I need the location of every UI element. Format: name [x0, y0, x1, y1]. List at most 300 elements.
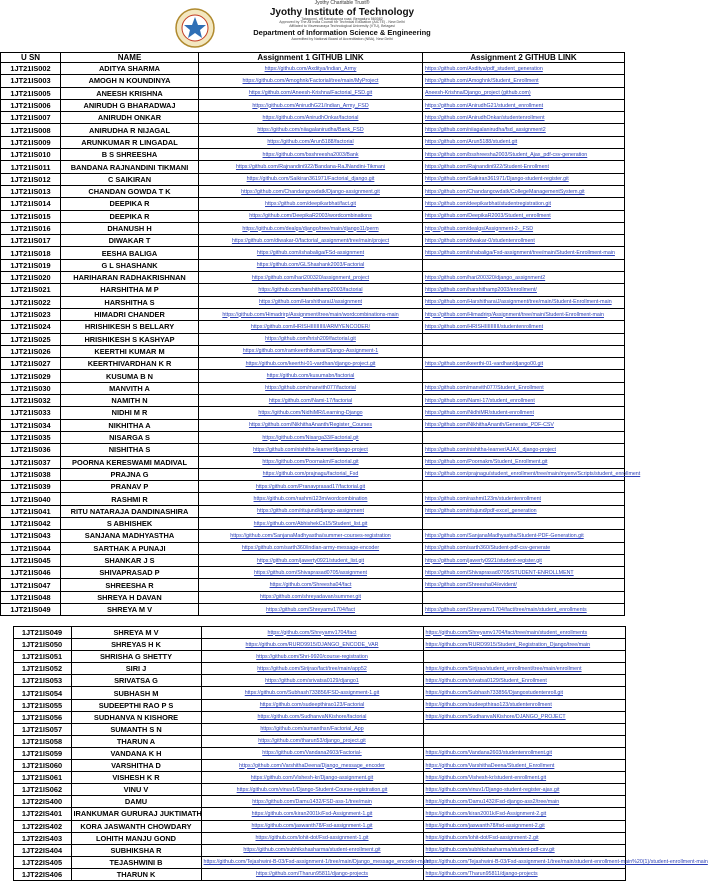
assignment-2-link[interactable]: https://github.com/ritujund/pdf-excel_generation [423, 505, 625, 517]
assignment-2-link[interactable]: https://github.com/vinuv1/Django-student-register-ajax.git [423, 784, 625, 796]
assignment-2-link[interactable]: https://github.com/sudeepthirao123/studentenrollment [423, 699, 625, 711]
assignment-1-link[interactable]: https://github.com/Tejashwini-B-03/Fsd-assignment-1/tree/main/Django_message_encoder-main [201, 856, 423, 868]
institute-address: Tatagunni, off Kanakapura road, Bengaluru 560082 [301, 16, 383, 21]
table-row [5, 820, 625, 832]
column-header-assignment-1: Assignment 1 GITHUB LINK [199, 53, 423, 63]
assignment-1-link[interactable]: https://github.com/dealgs/django/tree/main/django11/perm [199, 222, 423, 234]
name-cell: VISHESH K R [71, 772, 201, 784]
assignment-1-link[interactable]: https://github.com/keerthi-01-vardhan/django-project.git [199, 358, 423, 370]
table-row [1, 579, 625, 591]
row-marker [5, 820, 13, 832]
table-row [1, 505, 625, 517]
assignment-2-link [423, 723, 625, 735]
name-cell: HRISHIKESH S KASHYAP [61, 333, 199, 345]
name-cell: TEJASHWINI B [71, 856, 201, 868]
usn-cell: 1JT21IS027 [1, 358, 61, 370]
assignment-1-link[interactable]: https://github.com/Saikiran361971/Factorial_django.git [199, 173, 423, 185]
name-cell: ANIRUDHA R NIJAGAL [61, 124, 199, 136]
row-marker [5, 844, 13, 856]
assignment-2-link[interactable]: https://github.com/subhikshasharma/student-pdf-csv.git [423, 844, 625, 856]
assignment-1-link[interactable]: https://github.com/jaswanth78/Fsd-assignment-1.git [201, 820, 423, 832]
name-cell: B S SHREESHA [61, 149, 199, 161]
table-row [1, 296, 625, 308]
usn-cell: 1JT21IS058 [13, 735, 71, 747]
assignment-1-link[interactable]: https://github.com/Aneesh-Krishna/Factorial_FSD.git [199, 87, 423, 99]
assignment-1-link[interactable]: https://github.com/Shri-9920/course-registration [201, 651, 423, 663]
assignment-1-link[interactable]: https://github.com/vinuv1/Django-Student-Course-registration.git [201, 784, 423, 796]
name-cell: SHREESHA R [61, 579, 199, 591]
usn-cell: 1JT21IS003 [1, 75, 61, 87]
usn-cell: 1JT22IS401 [13, 808, 71, 820]
assignment-2-link [423, 431, 625, 443]
assignment-1-link[interactable]: https://github.com/jawerty0921/student_list.git [199, 554, 423, 566]
table-row [1, 112, 625, 124]
usn-cell: 1JT21IS020 [1, 272, 61, 284]
usn-cell: 1JT21IS054 [13, 687, 71, 699]
usn-cell: 1JT21IS042 [1, 517, 61, 529]
assignment-1-link[interactable]: https://github.com/ritujund/django-assignment [199, 505, 423, 517]
assignment-1-link[interactable]: https://github.com/Vishesh-kr/Django-assignment.git [201, 772, 423, 784]
name-cell: NIDHI M R [61, 407, 199, 419]
assignment-2-link [423, 259, 625, 271]
table-row [1, 210, 625, 222]
table-row [1, 431, 625, 443]
assignment-1-link[interactable]: https://github.com/prajnagu/factorial_Fsd [199, 468, 423, 480]
name-cell: SHRISHA G SHETTY [71, 651, 201, 663]
usn-cell: 1JT21IS060 [13, 760, 71, 772]
table-row [1, 370, 625, 382]
usn-cell: 1JT21IS012 [1, 173, 61, 185]
assignment-1-link[interactable]: https://github.com/tharun53/django_project.git [201, 735, 423, 747]
table-header-row [1, 53, 625, 63]
assignment-1-link[interactable]: https://github.com/Nisarga33/Factorial.git [199, 431, 423, 443]
assignment-2-link[interactable]: https://github.com/AnirudhG21/student_enrollment [423, 99, 625, 111]
usn-cell: 1JT21IS022 [1, 296, 61, 308]
name-cell: PRAJNA G [61, 468, 199, 480]
usn-cell: 1JT21IS039 [1, 481, 61, 493]
assignment-2-link[interactable]: https://github.com/Shreyamv1704/fact/tree/main/student_enrollments [423, 627, 625, 639]
row-marker [5, 723, 13, 735]
name-cell: SHREYA M V [61, 604, 199, 616]
table-row [5, 699, 625, 711]
assignment-2-link[interactable]: https://github.com/Shreesha04/evident/ [423, 579, 625, 591]
row-marker [5, 663, 13, 675]
assignment-2-link[interactable]: https://github.com/kiran2001k/Fsd-Assignment-2.git [423, 808, 625, 820]
assignment-2-link[interactable]: https://github.com/hari200320/django_assignment2 [423, 272, 625, 284]
assignment-1-link[interactable]: https://github.com/Himadrirp/Assignment/tree/main/wordcombinations-main [199, 308, 423, 320]
name-cell: SHREYAS H K [71, 639, 201, 651]
name-cell: S ABHISHEK [61, 517, 199, 529]
assignment-2-link[interactable]: https://github.com/Shivaprasad0705/STUDENT-ENROLLMENT [423, 567, 625, 579]
usn-cell: 1JT21IS021 [1, 284, 61, 296]
assignment-2-link[interactable]: https://github.com/rashmi123m/studentenrollment [423, 493, 625, 505]
name-cell: MANVITH A [61, 382, 199, 394]
name-cell: KORA JASWANTH CHOWDARY [71, 820, 201, 832]
name-cell: CHANDAN GOWDA T K [61, 185, 199, 197]
usn-cell: 1JT21IS033 [1, 407, 61, 419]
usn-cell: 1JT21IS041 [1, 505, 61, 517]
assignment-1-link[interactable]: https://github.com/sumanthsn/Factorial_App [201, 723, 423, 735]
assignment-1-link[interactable]: https://github.com/AnirudhG21/Indian_Army_FSD [199, 99, 423, 111]
assignment-2-link[interactable]: https://github.com/deepikarbhat/studentregistration.git [423, 198, 625, 210]
table-row [1, 382, 625, 394]
assignment-2-link[interactable]: https://github.com/dealgs/Assignment-2-_FSD [423, 222, 625, 234]
table-row [1, 136, 625, 148]
usn-cell: 1JT21IS061 [13, 772, 71, 784]
assignment-2-link[interactable]: https://github.com/Tejashwini-B-03/Fsd-assignment-1/tree/main/student-enrollment-main%20(1)/student-enrollment-main [423, 856, 625, 868]
usn-cell: 1JT21IS026 [1, 345, 61, 357]
assignment-1-link[interactable]: https://github.com/hari200320/assignment_project [199, 272, 423, 284]
assignment-2-link[interactable]: https://github.com/Arun5188/student.git [423, 136, 625, 148]
assignment-1-link[interactable]: https://github.com/Sirijrao/fact/tree/main/app52 [201, 663, 423, 675]
assignment-1-link[interactable]: https://github.com/Arun5188/factorial [199, 136, 423, 148]
usn-cell: 1JT21IS008 [1, 124, 61, 136]
assignment-1-link[interactable]: https://github.com/HarshitharaiJ/assignment [199, 296, 423, 308]
assignment-1-link[interactable]: https://github.com/ramkeerthikumar/Django-Assignment-1 [199, 345, 423, 357]
usn-cell: 1JT21IS037 [1, 456, 61, 468]
name-cell: PRANAV P [61, 481, 199, 493]
assignment-1-link[interactable]: https://github.com/shreyadavan/summer.git [199, 591, 423, 603]
assignment-2-link[interactable]: https://github.com/jaswanth78/fsd-assignment-2.git [423, 820, 625, 832]
table-row [1, 284, 625, 296]
row-marker [5, 699, 13, 711]
name-cell: SUBHASH M [71, 687, 201, 699]
assignment-2-link[interactable]: https://github.com/Poornakm/Student_Enrollment.git [423, 456, 625, 468]
assignment-1-link[interactable]: https://github.com/Vandana2603/Factorial- [201, 747, 423, 759]
assignment-1-link[interactable]: https://github.com/bsshreesha2003/Bank [199, 149, 423, 161]
assignment-2-link[interactable]: https://github.com/harshithamp2003/enrollment/ [423, 284, 625, 296]
row-marker [5, 760, 13, 772]
assignment-2-link[interactable]: https://github.com/ishabaliga/Fsd-assignment/tree/main/Student-Enrollment-main [423, 247, 625, 259]
assignment-1-link[interactable]: https://github.com/Shreyamv1704/fact [201, 627, 423, 639]
assignment-1-link[interactable]: https://github.com/Poornakm/Factorial.git [199, 456, 423, 468]
assignment-1-link[interactable]: https://github.com/AbhishekCs15/Student_list.git [199, 517, 423, 529]
row-marker [5, 808, 13, 820]
assignment-1-link[interactable]: https://github.com/ishabaliga/FSd-assignment [199, 247, 423, 259]
name-cell: RASHMI R [61, 493, 199, 505]
usn-cell: 1JT21IS035 [1, 431, 61, 443]
name-cell: BANDANA RAJNANDINI TIKMANI [61, 161, 199, 173]
github-links-table-continued [5, 626, 708, 881]
name-cell: G L SHASHANK [61, 259, 199, 271]
assignment-2-link[interactable]: https://github.com/Damu1432/Fsd-django-ass2/tree/main [423, 796, 625, 808]
table-row [5, 747, 625, 759]
assignment-1-link[interactable]: https://github.com/kiran2001k/Fsd-Assignment-1.git [201, 808, 423, 820]
usn-cell: 1JT22IS403 [13, 832, 71, 844]
name-cell: DHANUSH H [61, 222, 199, 234]
row-marker [5, 687, 13, 699]
table-row [5, 772, 625, 784]
assignment-2-link[interactable]: https://github.com/Subhash733856/Djangostudentenroll.git [423, 687, 625, 699]
usn-cell: 1JT21IS009 [1, 136, 61, 148]
table-row [1, 63, 625, 75]
assignment-1-link[interactable]: https://github.com/Pranavprasad17/factorial.git [199, 481, 423, 493]
row-marker [5, 832, 13, 844]
assignment-2-link[interactable]: https://github.com/manvith077/Student_Enrollment [423, 382, 625, 394]
assignment-2-link[interactable]: https://github.com/SudhanvaNKishore/DJANGO_PROJECT [423, 711, 625, 723]
department-name: Department of Information Science & Engineering [253, 28, 431, 38]
table-row [1, 530, 625, 542]
row-marker [5, 651, 13, 663]
usn-cell: 1JT21IS051 [13, 651, 71, 663]
name-cell: HARIHARAN RADHAKRISHNAN [61, 272, 199, 284]
assignment-2-link[interactable]: https://github.com/NikhithaAnanth/Generate_PDF-CSV [423, 419, 625, 431]
name-cell: THARUN A [71, 735, 201, 747]
institute-name: Jyothy Institute of Technology [269, 6, 415, 18]
assignment-1-link[interactable]: https://github.com/niiagalanirudha/Bank_FSD [199, 124, 423, 136]
assignment-2-link[interactable]: https://github.com/NidhiMR/student-enrollment [423, 407, 625, 419]
table-row [1, 604, 625, 616]
name-cell: SHANKAR J S [61, 554, 199, 566]
name-cell: SHIVAPRASAD P [61, 567, 199, 579]
name-cell: VINU V [71, 784, 201, 796]
assignment-2-link[interactable]: Aneesh-Krishna/Django_project (github.com) [423, 87, 625, 99]
assignment-1-link[interactable]: https://github.com/Amoghnk/Factorial/tree/main/MyProject [199, 75, 423, 87]
assignment-1-link[interactable]: https://github.com/NikhithaAnanth/Register_Courses [199, 419, 423, 431]
table-row [1, 468, 625, 480]
assignment-2-link[interactable]: https://github.com/jawerty0921/student-register.git [423, 554, 625, 566]
assignment-2-link[interactable]: https://github.com/HarshitharaiJ/assignment/tree/main/Student-Enrollment-main [423, 296, 625, 308]
table-row [1, 235, 625, 247]
name-cell: HIMADRI CHANDER [61, 308, 199, 320]
name-cell: RITU NATARAJA DANDINASHIRA [61, 505, 199, 517]
assignment-1-link[interactable]: https://github.com/Chandangowdatk/Django-assignment.git [199, 185, 423, 197]
assignment-2-link[interactable]: https://github.com/Saikiran361971/Django-student-register.git [423, 173, 625, 185]
usn-cell: 1JT21IS044 [1, 542, 61, 554]
usn-cell: 1JT21IS017 [1, 235, 61, 247]
column-header-usn: U SN [1, 53, 61, 63]
assignment-1-link[interactable]: https://github.com/RURD9915/DJANGO_ENCODE_VAR [201, 639, 423, 651]
usn-cell: 1JT21IS014 [1, 198, 61, 210]
row-marker [5, 784, 13, 796]
name-cell: SHREYA M V [71, 627, 201, 639]
row-marker [5, 627, 13, 639]
table-row [5, 675, 625, 687]
name-cell: DAMU [71, 796, 201, 808]
assignment-2-link[interactable]: https://github.com/Vishesh-kr/student-enrollment.git [423, 772, 625, 784]
name-cell: ADITYA SHARMA [61, 63, 199, 75]
document-header [0, 0, 628, 52]
assignment-1-link[interactable]: https://github.com/Shivaprasad0705/assignment [199, 567, 423, 579]
name-cell: SUBHIKSHA R [71, 844, 201, 856]
assignment-1-link[interactable]: https://github.com/NidhiMR/Learning-Django [199, 407, 423, 419]
column-header-name: NAME [61, 53, 199, 63]
usn-cell: 1JT21IS015 [1, 210, 61, 222]
assignment-1-link[interactable]: https://github.com/sudeepthirao123/Factorial [201, 699, 423, 711]
assignment-2-link [423, 651, 625, 663]
assignment-2-link[interactable]: https://github.com/VarshithaDeena/Student_Enrollment [423, 760, 625, 772]
assignment-1-link[interactable]: https://github.com/VarshithaDeena/Django_message_encoder [201, 760, 423, 772]
name-cell: NISHITHA S [61, 444, 199, 456]
assignment-2-link [423, 517, 625, 529]
table-row [5, 663, 625, 675]
table-row [1, 308, 625, 320]
assignment-1-link[interactable]: https://github.com/hrish209/factorial.git [199, 333, 423, 345]
name-cell: SHREYA H DAVAN [61, 591, 199, 603]
assignment-2-link[interactable]: https://github.com/Axditya/pdf_student_generation [423, 63, 625, 75]
usn-cell: 1JT21IS062 [13, 784, 71, 796]
table-row [1, 358, 625, 370]
assignment-2-link[interactable]: https://github.com/prajnagu/student_enrollment/tree/main/myenv/Scripts/student_enrollment [423, 468, 625, 480]
assignment-1-link[interactable]: https://github.com/Shreesha04/fact [199, 579, 423, 591]
table-row [5, 627, 625, 639]
assignment-2-link[interactable]: https://github.com/bsshreesha2003/Student_Ajax_pdf-csv-generation [423, 149, 625, 161]
assignment-2-link[interactable]: https://github.com/Sirijrao/student_enrollment/tree/main/enrollment [423, 663, 625, 675]
assignment-2-link[interactable]: https://github.com/RURD9915/Student_Registration_Django/tree/main [423, 639, 625, 651]
usn-cell: 1JT22IS400 [13, 796, 71, 808]
assignment-1-link[interactable]: https://github.com/srivatsa0129/django1 [201, 675, 423, 687]
institute-affiliation: Affiliated to Visvesvaraya Technological University (VTU), Belagavi [289, 24, 395, 29]
assignment-1-link[interactable]: https://github.com/Tharun95811/django-projects [201, 868, 423, 880]
name-cell: NISARGA S [61, 431, 199, 443]
assignment-2-link[interactable]: https://github.com/sarth360/Student-pdf-csv-generate [423, 542, 625, 554]
assignment-1-link[interactable]: https://github.com/AnirudhOnkar/factorial [199, 112, 423, 124]
assignment-1-link[interactable]: https://github.com/harshithamp2003/factorial [199, 284, 423, 296]
table-row [1, 259, 625, 271]
assignment-1-link[interactable]: https://github.com/nishitha-learner/django-project [199, 444, 423, 456]
assignment-1-link[interactable]: https://github.com/rashmi123m/wordcombination [199, 493, 423, 505]
usn-cell: 1JT22IS402 [13, 820, 71, 832]
assignment-2-link[interactable]: https://github.com/Amoghnk/Student_Enrollment [423, 75, 625, 87]
name-cell: KEERTHI KUMAR M [61, 345, 199, 357]
table-row [1, 591, 625, 603]
table-row [1, 185, 625, 197]
assignment-1-link[interactable]: https://github.com/kusumabn/factorial [199, 370, 423, 382]
name-cell: KEERTHIVARDHAN K R [61, 358, 199, 370]
table-row [1, 87, 625, 99]
usn-cell: 1JT22IS404 [13, 844, 71, 856]
row-marker [5, 747, 13, 759]
usn-cell: 1JT21IS048 [1, 591, 61, 603]
assignment-2-link[interactable]: https://github.com/Rajnandini922/Student-Enrollment [423, 161, 625, 173]
assignment-2-link[interactable]: https://github.com/niiagalanirudha/fsd_assignment2 [423, 124, 625, 136]
table-row [1, 481, 625, 493]
usn-cell: 1JT21IS045 [1, 554, 61, 566]
assignment-2-link[interactable]: https://github.com/AnirudhOnkar/studentenrollment [423, 112, 625, 124]
name-cell: DEEPIKA R [61, 198, 199, 210]
usn-cell: 1JT21IS006 [1, 99, 61, 111]
assignment-1-link[interactable]: https://github.com/DeepikaR2003/wordcombinations [199, 210, 423, 222]
assignment-2-link[interactable]: https://github.com/diwakar-0/studentenrollment [423, 235, 625, 247]
assignment-1-link[interactable]: https://github.com/lohit-dot/Fsd-assignment-1.git [201, 832, 423, 844]
assignment-1-link[interactable]: https://github.com/diwakar-0/factorial_assignment/tree/main/project [199, 235, 423, 247]
assignment-1-link[interactable]: https://github.com/subhikshasharma/student-enrollment.git [201, 844, 423, 856]
accreditation: Accredited by National Board of Accreditation (NBA), New Delhi [291, 36, 393, 41]
name-cell: HRISHIKESH S BELLARY [61, 321, 199, 333]
assignment-2-link[interactable]: https://github.com/SanjanaMadhyastha/Student-PDF-Generation.git [423, 530, 625, 542]
assignment-2-link[interactable]: https://github.com/Nami-17/student_enrollment [423, 395, 625, 407]
name-cell: ARUNKUMAR R LINGADAL [61, 136, 199, 148]
assignment-1-link[interactable]: https://github.com/Rajnandini922/Bandana-RaJNandini-Tikmani [199, 161, 423, 173]
name-cell: ANIRUDH G BHARADWAJ [61, 99, 199, 111]
row-marker [5, 711, 13, 723]
table-row [5, 651, 625, 663]
assignment-2-link[interactable]: https://github.com/nishitha-learner/AJAX_django-project [423, 444, 625, 456]
table-row [5, 832, 625, 844]
assignment-2-link[interactable]: https://github.com/srivatsa0129/Student_Enrollment [423, 675, 625, 687]
table-row [1, 99, 625, 111]
usn-cell: 1JT21IS034 [1, 419, 61, 431]
table-row [1, 456, 625, 468]
usn-cell: 1JT21IS030 [1, 382, 61, 394]
table-row [1, 419, 625, 431]
assignment-1-link[interactable]: https://github.com/HRISHIIIIIIIIII/ARMYENCODER/ [199, 321, 423, 333]
assignment-2-link[interactable]: https://github.com/Shreyamv1704/fact/tree/main/student_enrollments [423, 604, 625, 616]
table-row [1, 124, 625, 136]
assignment-1-link[interactable]: https://github.com/SudhanvaNKishore/factorial [201, 711, 423, 723]
name-cell: SUDHANVA N KISHORE [71, 711, 201, 723]
table-row [1, 222, 625, 234]
usn-cell: 1JT21IS049 [13, 627, 71, 639]
table-row [5, 760, 625, 772]
usn-cell: 1JT21IS018 [1, 247, 61, 259]
table-row [1, 407, 625, 419]
institute-approval: Approved by The All India Council for Technical Education (AICTE) - New Delhi [279, 20, 405, 25]
assignment-1-link[interactable]: https://github.com/sarth360/indian-army-message-encoder [199, 542, 423, 554]
table-row [1, 149, 625, 161]
institute-logo-icon [175, 8, 215, 48]
usn-cell: 1JT21IS007 [1, 112, 61, 124]
row-marker [5, 675, 13, 687]
assignment-1-link[interactable]: https://github.com/Shreyamv1704/fact [199, 604, 423, 616]
usn-cell: 1JT21IS019 [1, 259, 61, 271]
table-row [1, 321, 625, 333]
usn-cell: 1JT21IS005 [1, 87, 61, 99]
name-cell: HARSHITHA S [61, 296, 199, 308]
assignment-2-link[interactable]: https://github.com/HRISHIIIIIIIIII/studentenrollment [423, 321, 625, 333]
usn-cell: 1JT21IS038 [1, 468, 61, 480]
name-cell: SRIVATSA G [71, 675, 201, 687]
assignment-2-link [423, 370, 625, 382]
row-marker [5, 856, 13, 868]
assignment-1-link[interactable]: https://github.com/Axditya/Indian_Army [199, 63, 423, 75]
assignment-1-link[interactable]: https://github.com/manvith077/factorial [199, 382, 423, 394]
name-cell: ANEESH KRISHNA [61, 87, 199, 99]
assignment-2-link[interactable]: https://github.com/Chandangowdatk/CollegeManagementSystem.git [423, 185, 625, 197]
usn-cell: 1JT22IS405 [13, 856, 71, 868]
table-row [1, 247, 625, 259]
assignment-2-link [423, 481, 625, 493]
usn-cell: 1JT21IS055 [13, 699, 71, 711]
assignment-1-link[interactable]: https://github.com/deepikarbhat/fact.git [199, 198, 423, 210]
assignment-2-link[interactable]: https://github.com/DeepikaR2003/Student_enrollment [423, 210, 625, 222]
table-row [5, 639, 625, 651]
assignment-2-link[interactable]: https://github.com/Tharun95811/django-projects [423, 868, 625, 880]
table-row [1, 395, 625, 407]
name-cell: HARSHITHA M P [61, 284, 199, 296]
assignment-1-link[interactable]: https://github.com/GLShashank2003/Factorial [199, 259, 423, 271]
name-cell: C SAIKIRAN [61, 173, 199, 185]
usn-cell: 1JT21IS059 [13, 747, 71, 759]
assignment-1-link[interactable]: https://github.com/Damu1432/FSD-ass-1/tree/main [201, 796, 423, 808]
column-header-assignment-2: Assignment 2 GITHUB LINK [423, 53, 625, 63]
name-cell: VARSHITHA D [71, 760, 201, 772]
assignment-2-link[interactable]: https://github.com/Vandana2603/studentenrollment.git [423, 747, 625, 759]
usn-cell: 1JT22IS406 [13, 868, 71, 880]
assignment-1-link[interactable]: https://github.com/Nami-17/factorial [199, 395, 423, 407]
usn-cell: 1JT21IS043 [1, 530, 61, 542]
assignment-2-link [423, 735, 625, 747]
assignment-2-link[interactable]: https://github.com/Himadrirp/Assignment/tree/main/Student-Enrollment-main [423, 308, 625, 320]
assignment-1-link[interactable]: https://github.com/SanjanaMadhyastha/summer-courses-registration [199, 530, 423, 542]
assignment-2-link[interactable]: https://github.com/keerthi-01-vardhan/django00.git [423, 358, 625, 370]
name-cell: SUDEEPTHI RAO P S [71, 699, 201, 711]
assignment-2-link[interactable]: https://github.com/lohit-dot/Fsd-assignment-2.git [423, 832, 625, 844]
assignment-1-link[interactable]: https://github.com/Subhash733856/FSD-assignment-1.git [201, 687, 423, 699]
name-cell: ANIRUDH ONKAR [61, 112, 199, 124]
usn-cell: 1JT21IS010 [1, 149, 61, 161]
table-row [1, 554, 625, 566]
